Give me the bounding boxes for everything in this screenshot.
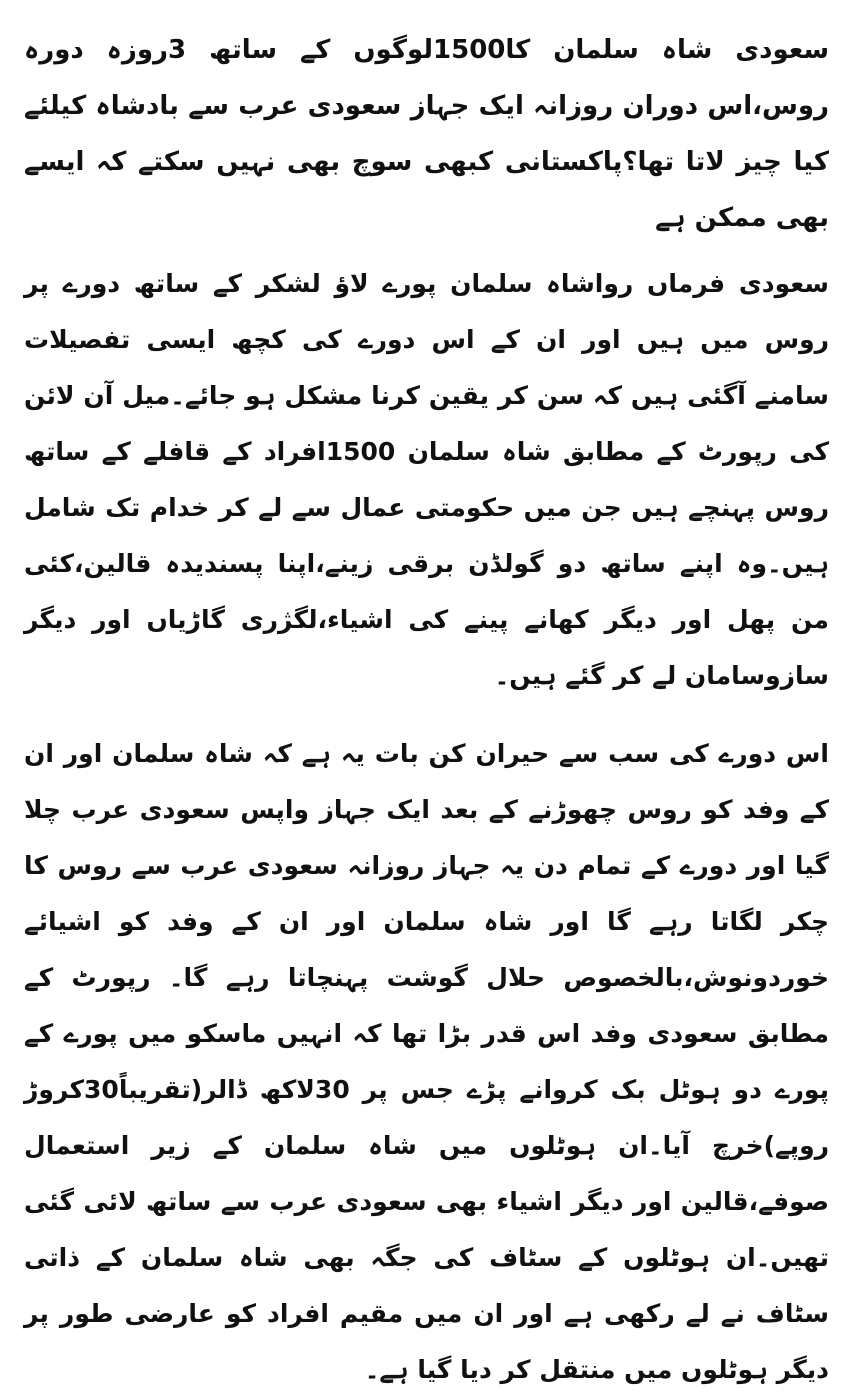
article-paragraph-2: اس دورے کی سب سے حیران کن بات یہ ہے کہ شاہ سلمان اور ان کے وفد کو روس چھوڑنے کے بعد ایک جہاز واپس سعودی عرب چلا گیا اور دورے کے تمام دن یہ جہاز روزانہ سعودی عرب سے روس کا چکر لگاتا رہے گا اور شاہ سلمان اور ان کے وفد کو اشیائے خوردونوش،بالخصوص حلال گوشت پہنچاتا رہے گا۔ رپورٹ کے مطابق سعودی وفد اس قدر بڑا تھا کہ انہیں ماسکو میں پورے کے پورے دو ہوٹل بک کروانے پڑے جس پر 30لاکھ ڈالر(تقریباً30کروڑ روپے)خرچ آیا۔ان ہوٹلوں میں شاہ سلمان کے زیر استعمال صوفے،قالین اور دیگر اشیاء بھی سعودی عرب سے ساتھ لائی گئی تھیں۔ان ہوٹلوں کے سٹاف کی جگہ بھی شاہ سلمان کے ذاتی سٹاف نے لے رکھی ہے اور ان میں مقیم افراد کو عارضی طور پر دیگر ہوٹلوں میں منتقل کر دیا گیا ہے۔ (24, 739, 829, 1384)
article-headline: سعودی شاہ سلمان کا1500لوگوں کے ساتھ 3روزہ دورہ روس،اس دوران روزانہ ایک جہاز سعودی عرب سے بادشاہ کیلئے کیا چیز لاتا تھا؟پاکستانی کبھی سوچ بھی نہیں سکتے کہ ایسے بھی ممکن ہے (24, 35, 830, 233)
article-paragraph-1: سعودی فرماں رواشاہ سلمان پورے لاؤ لشکر کے ساتھ دورے پر روس میں ہیں اور ان کے اس دورے کی کچھ ایسی تفصیلات سامنے آگئی ہیں کہ سن کر یقین کرنا مشکل ہو جائے۔میل آن لائن کی رپورٹ کے مطابق شاہ سلمان 1500افراد کے قافلے کے ساتھ روس پہنچے ہیں جن میں حکومتی عمال سے لے کر خدام تک شامل ہیں۔وہ اپنے ساتھ دو گولڈن برقی زینے،اپنا پسندیدہ قالین،کئی من پھل اور دیگر کھانے پینے کی اشیاء،لگژری گاڑیاں اور دیگر سازوسامان لے کر گئے ہیں۔ (24, 269, 829, 690)
